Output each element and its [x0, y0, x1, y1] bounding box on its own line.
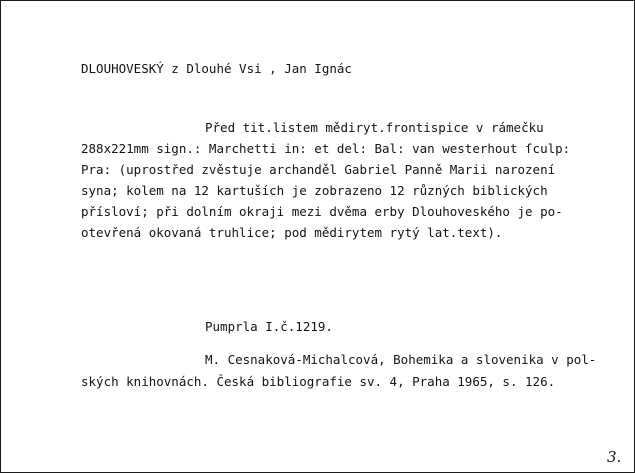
bibliography-line: M. Cesnaková-Michalcová, Bohemika a slovenika v pol-: [205, 352, 597, 367]
description-line: syna; kolem na 12 kartuších je zobrazeno 12 různých biblických: [81, 183, 548, 198]
bibliography-line: ských knihovnách. Česká bibliografie sv. 4, Praha 1965, s. 126.: [81, 374, 556, 389]
entry-heading: DLOUHOVESKÝ z Dlouhé Vsi , Jan Ignác: [81, 61, 352, 76]
description-line: otevřená okovaná truhlice; pod mědirytem rytý lat.text).: [81, 225, 503, 240]
page-number: 3.: [607, 448, 622, 466]
description-line: Pra: (uprostřed zvěstuje archanděl Gabriel Panně Marii narození: [81, 162, 556, 177]
description-line: 288x221mm sign.: Marchetti in: et del: Bal: van westerhout ſculp:: [81, 141, 571, 156]
reference-note: Pumprla I.č.1219.: [205, 319, 333, 334]
description-line: přísloví; při dolním okraji mezi dvěma erby Dlouhoveského je po-: [81, 204, 563, 219]
description-line: Před tit.listem mědiryt.frontispice v rámečku: [205, 120, 544, 135]
